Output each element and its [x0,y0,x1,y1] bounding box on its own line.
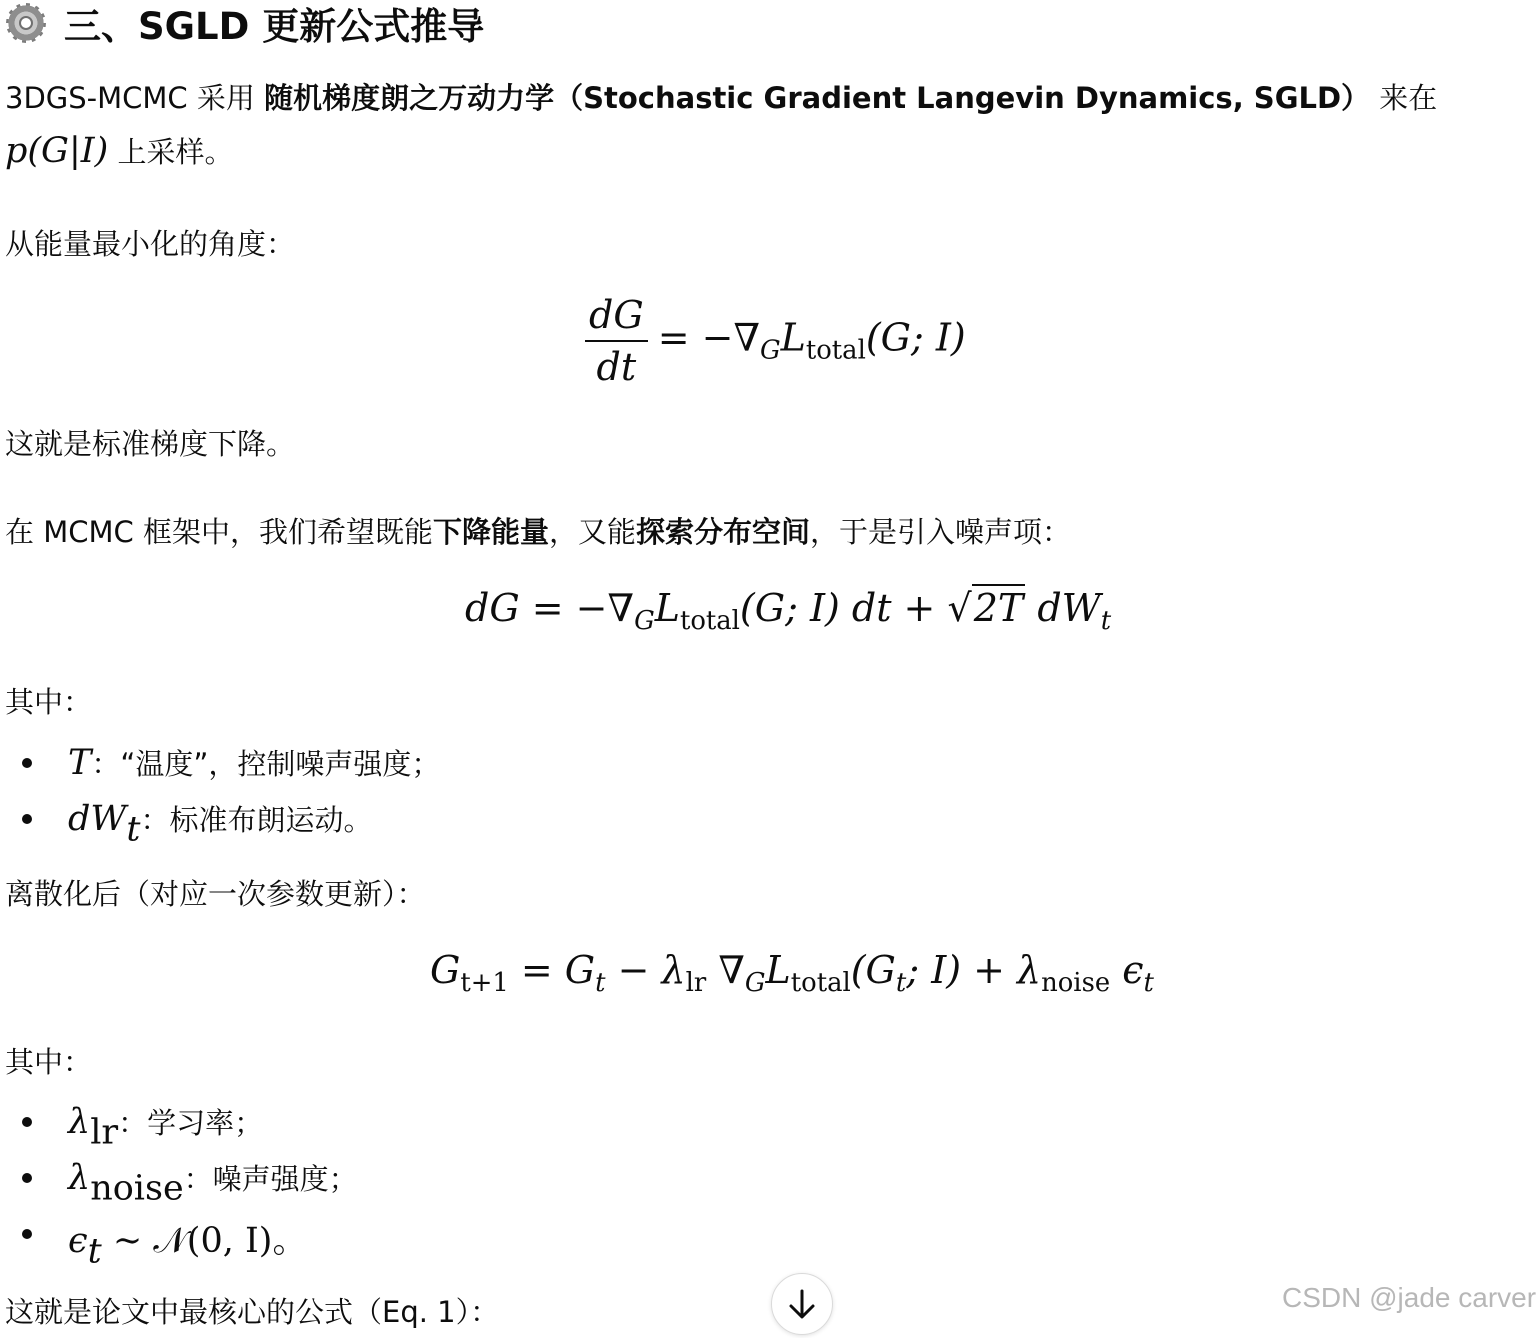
mcmc-bold-1: 下降能量 [432,515,549,549]
symbol-sub: t [126,809,141,850]
sqrt-radicand: 2T [973,586,1024,630]
fraction-denominator: dt [596,345,637,389]
eq3-sub: t [895,967,907,998]
eq3-sub: G [744,967,766,998]
symbol-sub: noise [90,1168,184,1209]
list-item [68,1157,358,1209]
bullet [22,814,32,824]
list-item [68,1213,308,1272]
heading-text: 三、SGLD 更新公式推导 [64,5,485,48]
symbol: ϵ [68,1221,88,1261]
eq2-tail: dW [1025,586,1101,630]
eq2-args: (G; I) dt + [739,586,948,630]
section-heading [4,0,484,46]
eq2-loss: L [654,586,680,630]
mcmc-e: ，于是引入噪声项： [810,515,1072,549]
symbol: T [68,743,92,783]
eq3-part: ∇ [706,948,745,992]
item-desc: ：噪声强度； [183,1162,358,1196]
eq3-part: − λ [605,948,686,992]
eq3-sub: total [790,967,851,998]
eq3-sub: t+1 [460,967,509,998]
item-desc: ∼ 𝒩(0, I)。 [101,1221,308,1261]
equation-gradient-flow [585,290,966,392]
eq1-args: (G; I) [865,315,966,360]
eq3-part: ; I) + λ [906,948,1042,992]
sqrt: √2T [947,586,1024,630]
eq2-loss-sub: total [679,605,740,636]
intro-after: 来在 [1370,81,1438,115]
scroll-down-button[interactable] [771,1273,833,1335]
item-desc: ：“温度”，控制噪声强度； [91,747,441,781]
bullet [22,1117,32,1127]
symbol-sub: t [87,1231,102,1272]
eq3-sub: lr [685,967,707,998]
where-label-2: 其中： [5,1045,93,1079]
intro-bold: 随机梯度朗之万动力学（Stochastic Gradient Langevin Dynamics, SGLD） [264,81,1371,115]
eq2-tail-sub: t [1100,605,1112,636]
symbol: λ [68,1102,91,1142]
bullet [22,1229,32,1239]
intro-line-1 [5,76,1437,117]
eq1-loss-sub: total [805,335,866,366]
equation-sgld-update [430,948,1154,998]
item-desc: ：学习率； [118,1106,264,1140]
intro-line-2 [5,130,234,171]
eq3-part: G [430,948,461,992]
watermark: CSDN @jade carver [1282,1282,1537,1313]
intro-plain: 3DGS-MCMC 采用 [5,81,265,115]
gear-icon [4,1,48,45]
fraction [585,290,648,392]
fraction-numerator: dG [585,290,648,342]
eq3-part: L [765,948,791,992]
mcmc-a: 在 MCMC 框架中，我们希望既能 [5,515,433,549]
mcmc-line [5,510,1071,551]
eq3-sub: noise [1041,967,1111,998]
eq1-rhs: = −∇ [657,315,760,360]
eq3-part: = G [508,948,596,992]
arrow-down-icon [772,1274,832,1334]
list-item [68,742,440,783]
item-desc: ：标准布朗运动。 [140,803,373,837]
eq2-lhs: dG = −∇ [465,586,635,630]
symbol: λ [68,1158,91,1198]
symbol-sub: lr [90,1112,119,1153]
list-item [68,1101,264,1153]
eq1-grad-sub: G [759,335,781,366]
discretization-text: 离散化后（对应一次参数更新）： [5,877,426,911]
eq2-grad-sub: G [634,605,655,636]
bullet [22,1173,32,1183]
list-item [68,798,373,850]
where-label-1: 其中： [5,685,93,719]
final-line: 这就是论文中最核心的公式（Eq. 1）： [5,1295,500,1329]
eq3-sub: t [595,967,606,998]
eq3-part: (G [850,948,896,992]
mcmc-c: ，又能 [549,515,637,549]
posterior-symbol: p(G|I) [5,131,109,171]
intro-tail: 上采样。 [108,135,234,169]
eq3-part: ϵ [1110,948,1144,992]
equation-langevin-sde [465,586,1112,636]
bullet [22,758,32,768]
gradient-descent-note: 这就是标准梯度下降。 [5,427,296,461]
eq1-loss: L [780,315,806,360]
eq3-sub: t [1143,967,1154,998]
symbol: dW [68,799,127,839]
mcmc-bold-2: 探索分布空间 [636,515,811,549]
energy-view-text: 从能量最小化的角度： [5,227,296,261]
